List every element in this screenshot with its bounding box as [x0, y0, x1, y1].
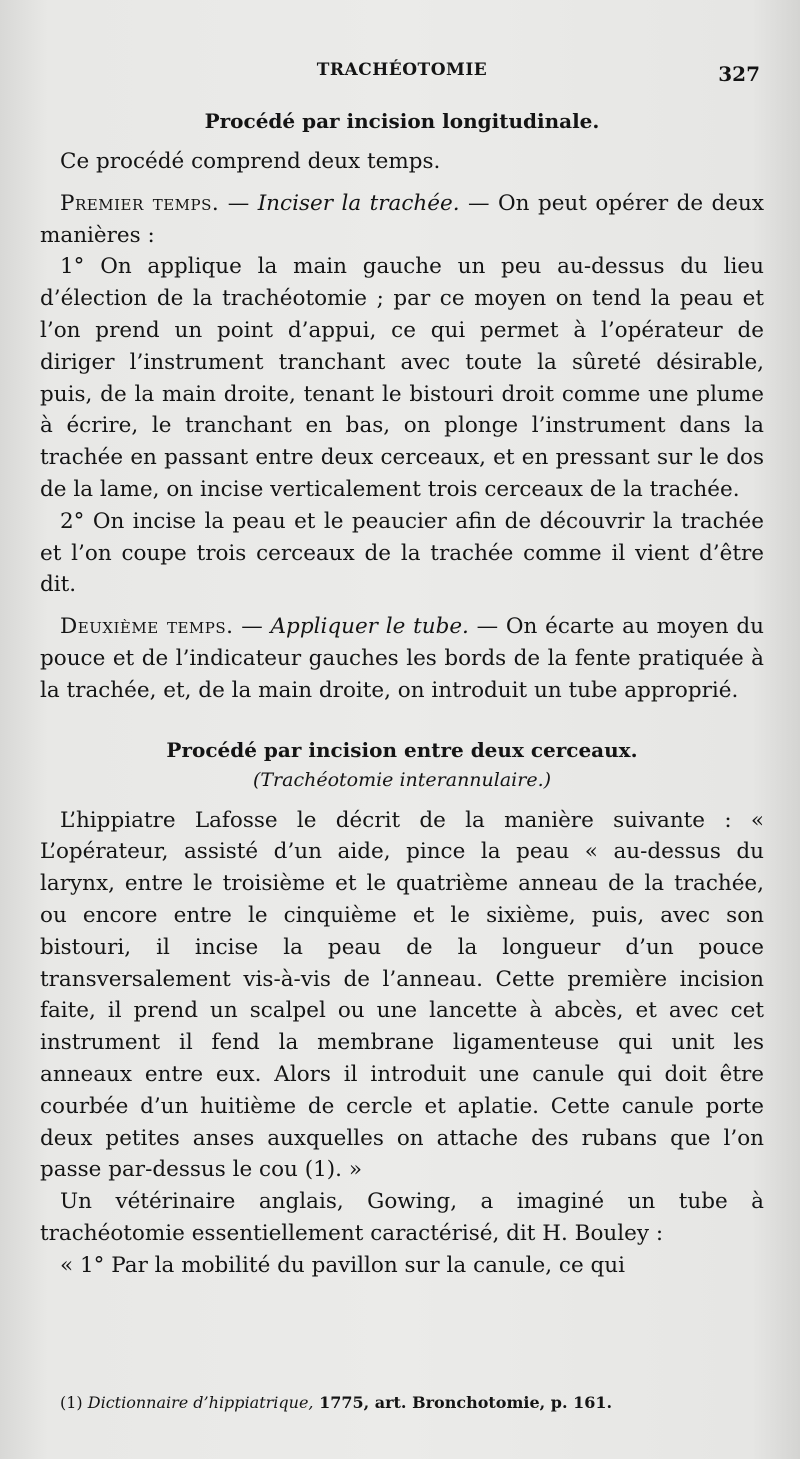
section-heading-longitudinal: Procédé par incision longitudinale. [204, 109, 600, 133]
first-step-paragraph [40, 188, 764, 252]
quote-paragraph: « 1° Par la mobilité du pavillon sur la canule, ce qui [60, 1252, 625, 1278]
page-body [40, 106, 764, 1282]
section-heading-interannular: Procédé par incision entre deux cerceaux. [166, 737, 638, 762]
running-head [40, 60, 764, 90]
step-dash: — [219, 190, 258, 216]
footnote-source: Dictionnaire d’hippiatrique, [87, 1393, 314, 1412]
lafosse-paragraph: L’hippiatre Lafosse le décrit de la manière suivante : « L’opérateur, assisté d’un aide, pince la peau « au-dessus du larynx, entre le troisième et le quatrième anneau de la trachée, ou encore entre le cinquième et le sixième, puis, avec son bistouri, il incise la peau de la longueur d’un pouce transversalement vis-à-vis de l’anneau. Cette première incision faite, il prend un scalpel ou une lancette à abcès, et avec cet instrument il fend la membrane ligamenteuse qui unit les anneaux entre eux. Alors il introduit une canule qui doit être courbée d’un huitième de cercle et aplatie. Cette canule porte deux petites anses auxquelles on attache des rubans que l’on passe par-dessus le cou (1). » [40, 807, 764, 1183]
running-title: TRACHÉOTOMIE [316, 60, 488, 80]
page-number: 327 [718, 62, 760, 86]
step-title: Appliquer le tube. [270, 614, 469, 640]
intro-paragraph: Ce procédé comprend deux temps. [60, 149, 441, 174]
step-text: — On écarte au moyen du pouce et de l’indicateur gauches les bords de la fente pratiquée à la trachée, et, de la main droite, on introduit un tube approprié. [40, 614, 765, 703]
step-dash: — [233, 614, 271, 640]
method-two-paragraph: 2° On incise la peau et le peaucier afin de découvrir la trachée et l’on coupe trois cerceaux de la trachée comme il vient d’être dit. [40, 508, 764, 598]
step-label: Deuxième temps. [60, 614, 234, 640]
step-label: Premier temps. [60, 190, 220, 216]
footnote [60, 1390, 764, 1416]
step-title: Inciser la trachée. [257, 190, 460, 216]
footnote-marker: (1) [60, 1393, 88, 1412]
footnote-reference: 1775, art. Bronchotomie, p. 161. [313, 1393, 613, 1412]
section-subtitle: (Trachéotomie interannulaire.) [252, 768, 552, 791]
step-text: — On peut opérer de deux manières : [40, 190, 765, 248]
second-step-paragraph [40, 611, 764, 706]
method-one-paragraph: 1° On applique la main gauche un peu au-dessus du lieu d’élection de la trachéotomie ; par ce moyen on tend la peau et l’on prend un point d’appui, ce qui permet à l’opérateur de diriger l’instrument tranchant avec toute la sûreté désirable, puis, de la main droite, tenant le bistouri droit comme une plume à écrire, le tranchant en bas, on plonge l’instrument dans la trachée en passant entre deux cerceaux, et en pressant sur le dos de la lame, on incise verticalement trois cerceaux de la trachée. [40, 254, 764, 502]
gowing-paragraph: Un vétérinaire anglais, Gowing, a imaginé un tube à trachéotomie essentiellement caractérisé, dit H. Bouley : [40, 1189, 764, 1246]
